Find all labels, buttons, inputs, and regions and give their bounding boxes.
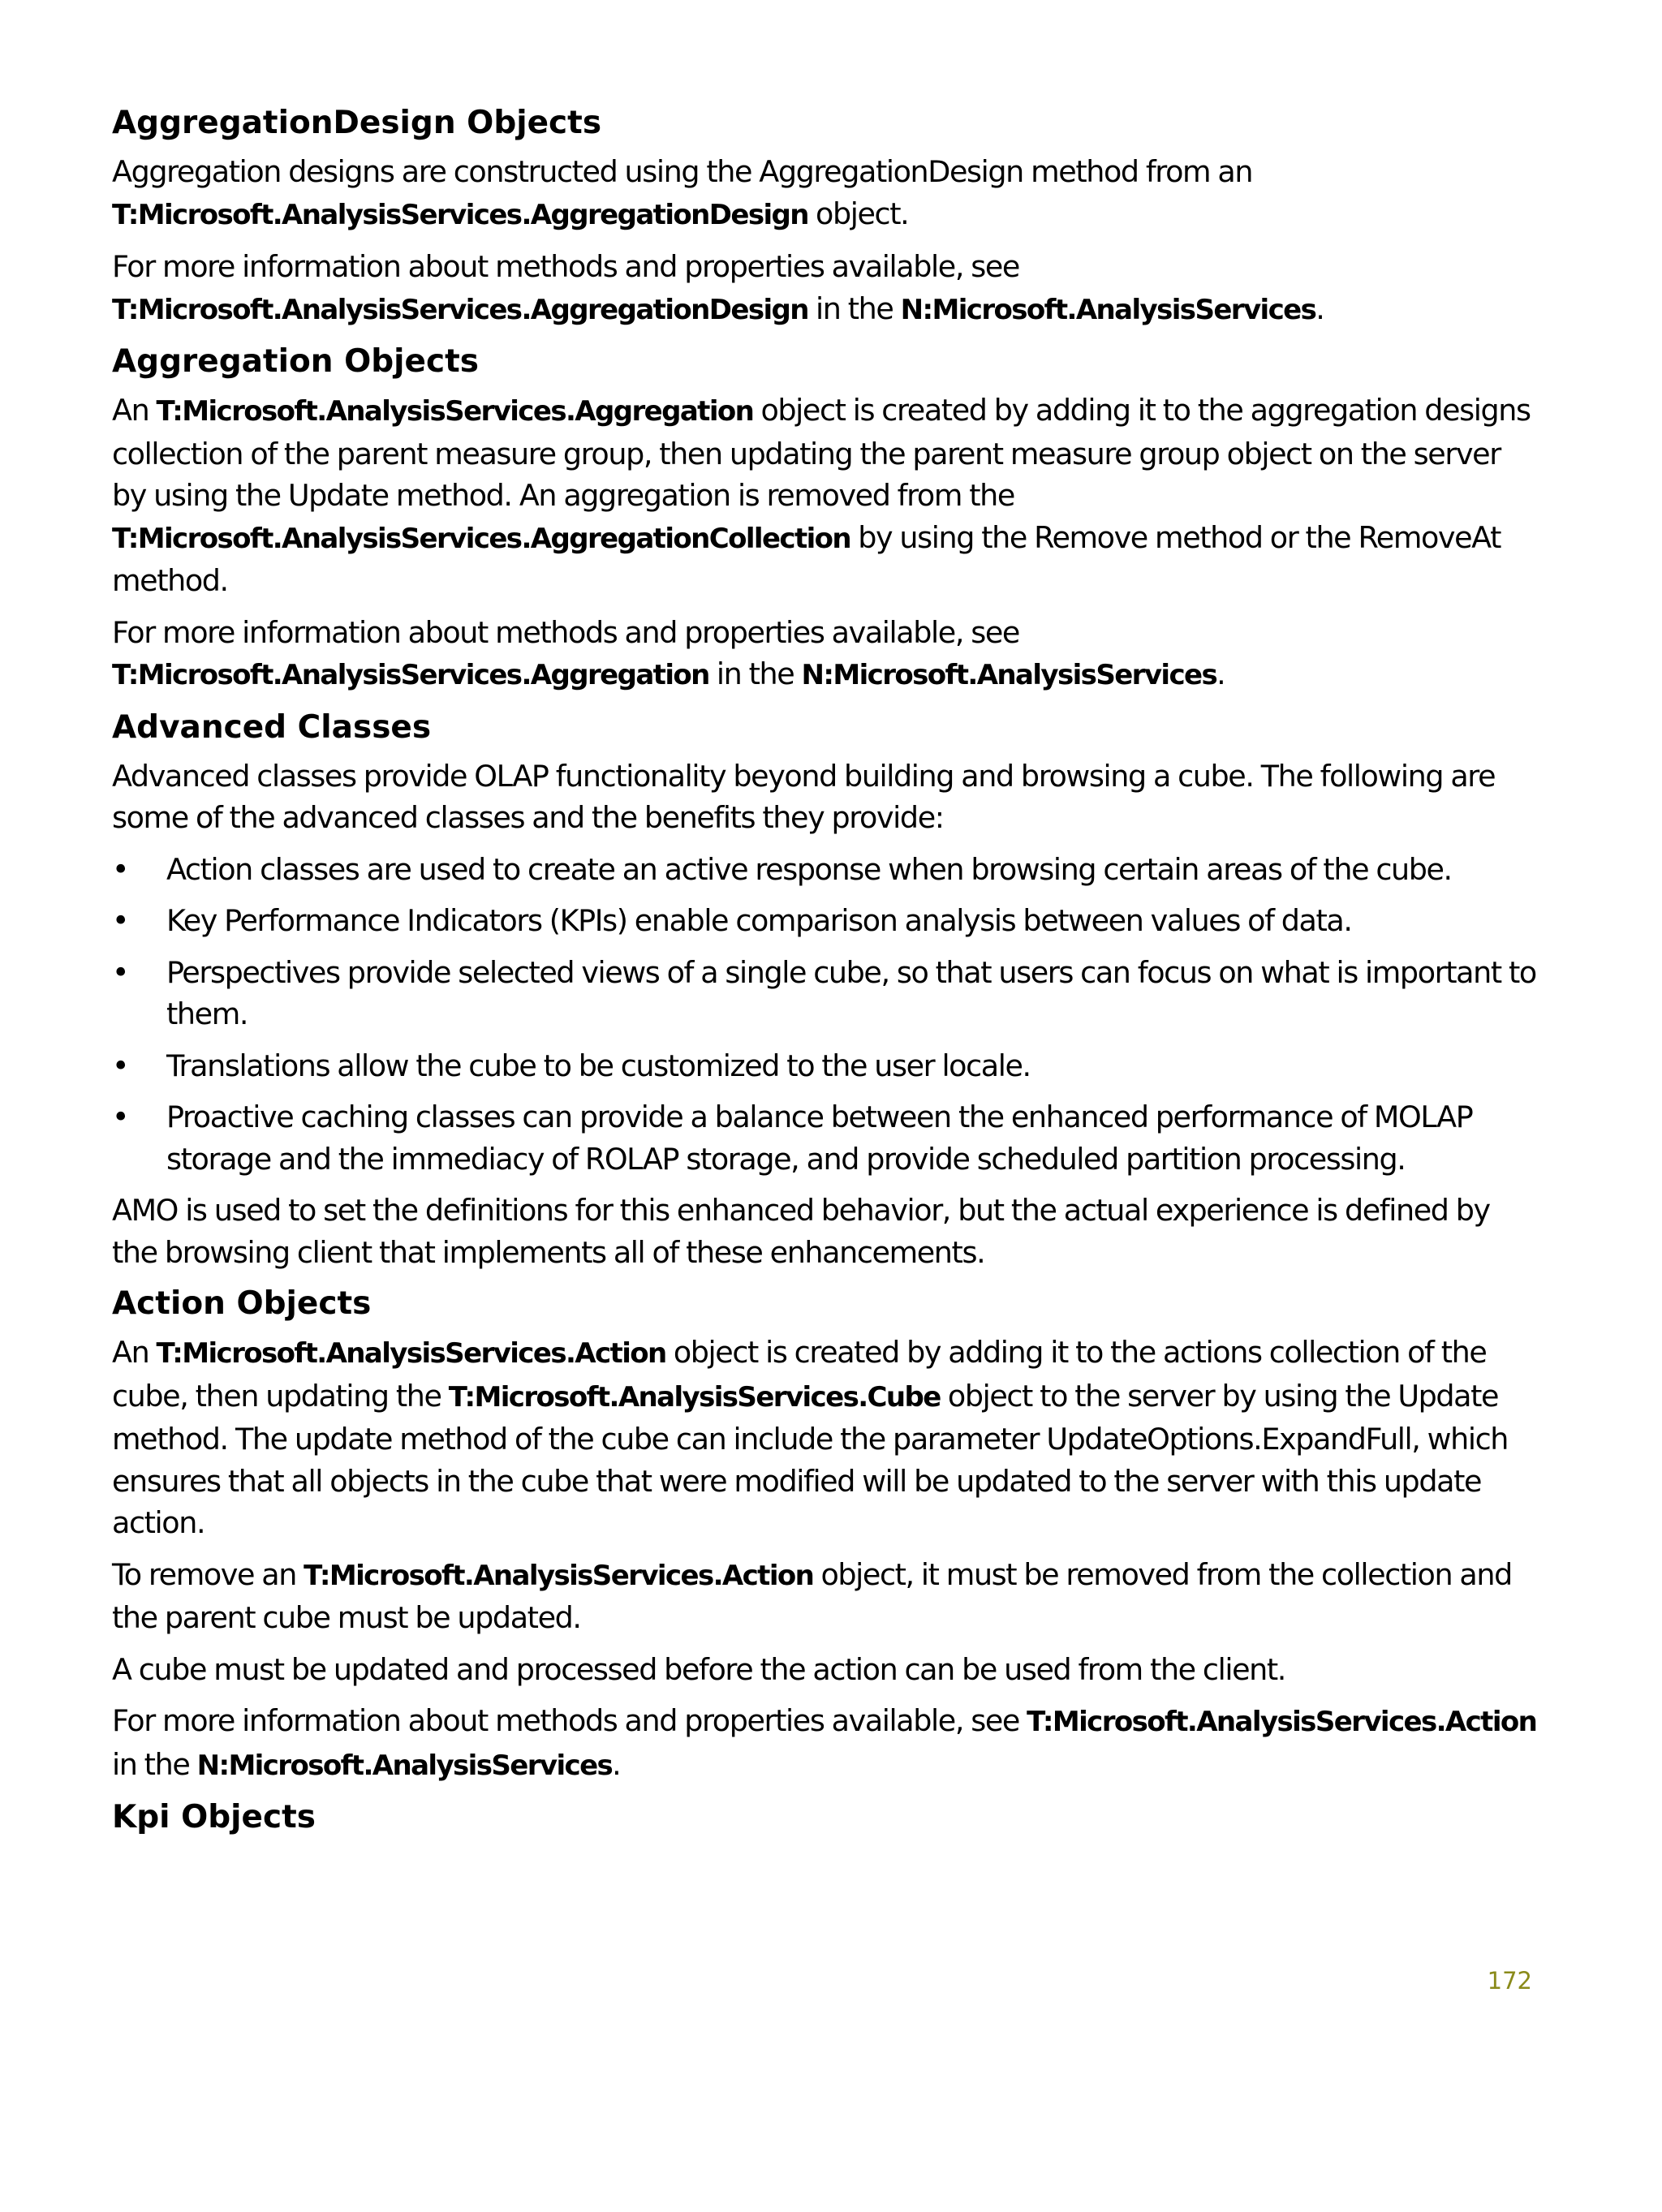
section-advanced-classes: [112, 707, 1540, 1274]
section-kpi-objects: [112, 1797, 1540, 1839]
bullet-icon: •: [112, 1100, 129, 1134]
type-reference: T:Microsoft.AnalysisServices.Aggregation: [156, 395, 754, 428]
type-reference: T:Microsoft.AnalysisServices.AggregationCollection: [112, 522, 851, 555]
text-run: in the: [112, 1746, 197, 1782]
namespace-reference: N:Microsoft.AnalysisServices: [900, 293, 1316, 326]
list-item: [112, 849, 1540, 891]
text-run: object, it must be removed from the collection and the parent cube must be updated.: [112, 1556, 1512, 1635]
bullet-icon: •: [112, 903, 129, 938]
text-run: by using the Remove method or the RemoveAt method.: [112, 519, 1501, 598]
text-run: An: [112, 393, 157, 428]
bullet-list: [112, 849, 1540, 1181]
paragraph: [112, 1332, 1540, 1544]
bullet-icon: •: [112, 954, 129, 990]
list-item: [112, 900, 1540, 942]
type-reference: T:Microsoft.AnalysisServices.Aggregation: [112, 659, 709, 691]
type-reference: T:Microsoft.AnalysisServices.Action: [304, 1559, 814, 1592]
list-item: [112, 1096, 1540, 1180]
list-item: [112, 952, 1540, 1035]
paragraph: [112, 389, 1540, 602]
namespace-reference: N:Microsoft.AnalysisServices: [196, 1749, 613, 1782]
section-heading: Kpi Objects: [112, 1799, 316, 1835]
text-run: For more information about methods and properties available, see: [112, 1703, 1027, 1738]
list-item-text: Action classes are used to create an active response when browsing certain areas of the cube.: [166, 851, 1452, 887]
list-item-text: Translations allow the cube to be customized to the user locale.: [166, 1048, 1031, 1083]
paragraph: Advanced classes provide OLAP functionality beyond building and browsing a cube. The following are some of the advanced classes and the benefits they provide:: [112, 758, 1496, 835]
section-aggregation: [112, 341, 1540, 697]
text-run: .: [1216, 656, 1225, 691]
paragraph: [112, 1554, 1540, 1639]
text-run: An: [112, 1335, 157, 1370]
text-run: in the: [807, 290, 901, 326]
text-run: .: [612, 1746, 621, 1782]
paragraph: [112, 246, 1540, 331]
text-run: in the: [708, 656, 802, 691]
namespace-reference: N:Microsoft.AnalysisServices: [801, 659, 1217, 691]
paragraph: [112, 612, 1540, 697]
list-item-text: Perspectives provide selected views of a single cube, so that users can focus on what is important to them.: [166, 954, 1536, 1031]
text-run: object is created by adding it to the aggregation designs collection of the parent measure group, then updating the parent measure group object on the server by using the Update method. An aggregation is removed from the: [112, 393, 1531, 513]
section-aggregation-design: [112, 102, 1540, 331]
section-heading: Advanced Classes: [112, 708, 432, 746]
type-reference: T:Microsoft.AnalysisServices.AggregationDesign: [112, 293, 808, 326]
text-run: To remove an: [112, 1556, 304, 1592]
list-item: [112, 1045, 1540, 1087]
page-number: 172: [1487, 1967, 1532, 1995]
section-action-objects: [112, 1283, 1540, 1787]
text-run: object.: [807, 196, 909, 231]
paragraph: [112, 1700, 1540, 1787]
text-run: For more information about methods and properties available, see: [112, 614, 1019, 650]
text-run: .: [1315, 290, 1324, 326]
text-run: Aggregation designs are constructed using the AggregationDesign method from an: [112, 154, 1253, 189]
bullet-icon: •: [112, 851, 129, 887]
list-item-text: Proactive caching classes can provide a balance between the enhanced performance of MOLAP storage and the immediacy of ROLAP storage, and provide scheduled partition processing.: [166, 1100, 1473, 1177]
type-reference: T:Microsoft.AnalysisServices.Action: [1027, 1706, 1537, 1738]
section-heading: AggregationDesign Objects: [112, 105, 602, 141]
type-reference: T:Microsoft.AnalysisServices.Action: [156, 1337, 666, 1370]
text-run: For more information about methods and properties available, see: [112, 249, 1019, 284]
paragraph: AMO is used to set the definitions for this enhanced behavior, but the actual experience is defined by the browsing client that implements all of these enhancements.: [112, 1193, 1490, 1270]
section-heading: Action Objects: [112, 1285, 372, 1322]
type-reference: T:Microsoft.AnalysisServices.AggregationDesign: [112, 198, 808, 231]
paragraph: A cube must be updated and processed before the action can be used from the client.: [112, 1651, 1285, 1687]
paragraph: [112, 151, 1540, 236]
text-run: object to the server by using the Update method. The update method of the cube can include the parameter UpdateOptions.ExpandFull, which ensures that all objects in the cube that were modified will be updated to the server with this update action.: [112, 1378, 1509, 1540]
type-reference: T:Microsoft.AnalysisServices.Cube: [448, 1380, 941, 1414]
bullet-icon: •: [112, 1048, 129, 1083]
list-item-text: Key Performance Indicators (KPIs) enable comparison analysis between values of data.: [166, 903, 1352, 938]
document-page: [112, 102, 1540, 1845]
section-heading: Aggregation Objects: [112, 343, 479, 380]
text-run: object is created by adding it to the actions collection of the cube, then updating the: [112, 1335, 1487, 1414]
